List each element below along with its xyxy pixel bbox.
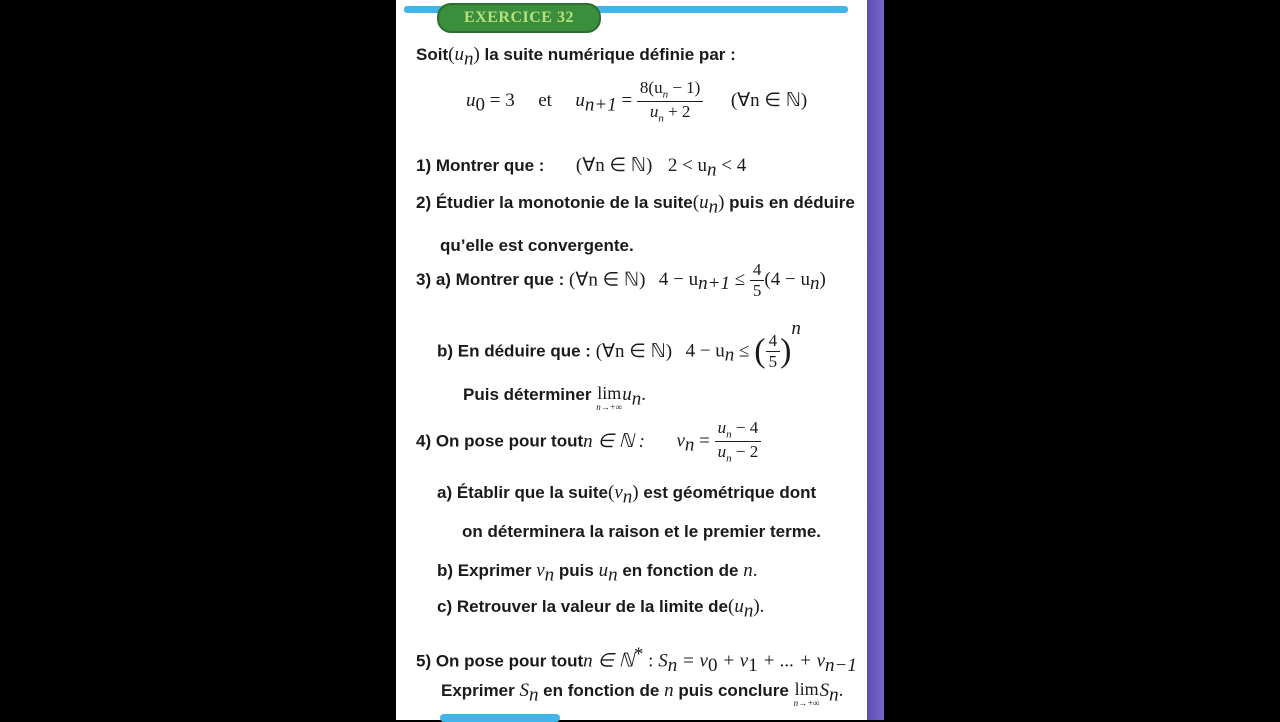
paren-open: ( <box>728 596 735 617</box>
q5-label: 5) On pose pour tout <box>416 651 584 671</box>
q5b-rest2: puis conclure <box>678 681 789 700</box>
period: . <box>759 596 765 617</box>
seq-index: n <box>708 196 719 218</box>
q5-s-index: n <box>667 655 678 677</box>
q3a-fraction <box>750 260 765 300</box>
q3b-paren-close: ) <box>780 332 792 370</box>
q5b-s-index: n <box>528 684 539 706</box>
q4c-text: c) Retrouver la valeur de la limite de <box>437 597 729 616</box>
lim-u: u <box>622 384 632 405</box>
q5b-n: n <box>664 680 674 701</box>
q4a-text: a) Établir que la suite <box>437 483 608 502</box>
paren-open: ( <box>448 44 455 65</box>
q3b-le: ≤ <box>734 340 755 362</box>
q5-star: * <box>633 644 644 665</box>
q4b-rest: en fonction de <box>622 561 739 580</box>
q1-ineq-index: n <box>707 159 717 181</box>
q5-sum-dots: + ... + v <box>757 650 826 672</box>
seq-symbol: u <box>734 596 744 617</box>
q3b-num: 4 <box>766 331 781 352</box>
seq-index: n <box>463 48 474 70</box>
q4b-v: v <box>536 560 545 581</box>
q2-text-end: puis en déduire <box>729 193 855 212</box>
q4b-u-index: n <box>608 564 618 586</box>
q3b-exponent: n <box>791 318 801 339</box>
num-end: − 1) <box>668 78 701 97</box>
q4-v: v <box>676 430 685 452</box>
q4a-text-end: est géométrique dont <box>643 483 817 502</box>
recurrence-fraction <box>637 78 703 125</box>
period: . <box>752 560 758 581</box>
q5b-s: S <box>519 680 529 701</box>
q4b-text: b) Exprimer <box>437 561 532 580</box>
q3b-paren-open: ( <box>754 332 766 370</box>
lim-word: lim <box>794 679 819 699</box>
limit-operator <box>596 384 622 412</box>
question-4a-line-1 <box>437 482 816 508</box>
q3a-num: 4 <box>750 260 765 281</box>
un1-symbol: u <box>575 90 585 112</box>
period: . <box>641 384 646 405</box>
intro-text: Soit <box>416 45 449 64</box>
un1-index: n+1 <box>584 94 617 116</box>
question-4 <box>416 418 761 465</box>
definition-line <box>466 78 807 125</box>
paren-open: ( <box>608 482 615 503</box>
q3b-fraction <box>766 331 781 371</box>
q5b-s2: S <box>819 680 830 701</box>
seq-index: n <box>622 486 633 508</box>
num-index: n <box>662 88 669 101</box>
lim-subscript: n→+∞ <box>596 402 623 412</box>
q3a-lhs-index: n+1 <box>698 272 730 294</box>
q4-num-u: u <box>717 418 727 437</box>
q3a-le: ≤ <box>729 269 750 291</box>
q1-label: 1) Montrer que : <box>416 156 545 175</box>
den-end: + 2 <box>663 102 691 122</box>
quantifier: (∀n ∈ ℕ) <box>730 90 808 112</box>
lim-word: lim <box>597 383 622 403</box>
q3a-rhs-end: ) <box>819 269 826 291</box>
q5-sum-v0: = v <box>677 650 708 672</box>
q5-v0-index: 0 <box>707 655 718 677</box>
q5-vlast-index: n−1 <box>825 655 857 677</box>
u0-symbol: u <box>466 90 476 112</box>
q3a-quantifier: (∀n ∈ ℕ) <box>569 269 646 291</box>
q5b-s2-index: n <box>829 684 839 706</box>
page-edge-strip <box>867 0 884 720</box>
seq-symbol: u <box>699 192 709 213</box>
footer-rule <box>440 714 560 722</box>
equals-sign: = <box>616 90 637 112</box>
q3b-lhs: 4 − u <box>685 340 725 362</box>
q4-condition: n ∈ ℕ : <box>583 431 645 453</box>
q3a-rhs-index: n <box>809 272 820 294</box>
q4-equals: = <box>694 430 715 452</box>
den-text: u <box>649 102 659 122</box>
question-5 <box>416 644 857 677</box>
question-1 <box>416 154 746 181</box>
period: . <box>838 680 844 701</box>
q4-v-index: n <box>684 434 695 456</box>
q3b-quantifier: (∀n ∈ ℕ) <box>595 341 673 363</box>
q1-ineq-b: < 4 <box>716 155 747 176</box>
q4b-v-index: n <box>544 564 555 586</box>
q4b-n: n <box>743 560 753 581</box>
seq-symbol: v <box>614 482 623 503</box>
q3b-lim-text: Puis déterminer <box>463 385 592 404</box>
q4-den-end: − 2 <box>731 442 759 462</box>
exercise-title: EXERCICE 32 <box>464 9 574 26</box>
question-5-line-2 <box>441 680 843 708</box>
u0-value: = 3 <box>485 90 515 112</box>
q4-num <box>715 418 762 442</box>
intro-line <box>416 44 736 70</box>
u0-index: 0 <box>475 94 485 116</box>
q5-colon: : <box>643 650 654 672</box>
question-4b <box>437 560 757 586</box>
question-4a-line-2 <box>462 522 821 542</box>
paren-open: ( <box>692 192 700 213</box>
question-3b <box>437 318 801 372</box>
q3b-lhs-index: n <box>724 344 735 366</box>
paren-close: ) <box>753 596 760 617</box>
et-word: et <box>538 90 552 112</box>
q1-ineq-a: 2 < u <box>667 155 708 176</box>
q4-den-u: u <box>717 442 727 462</box>
q3a-label: 3) a) Montrer que : <box>416 270 565 290</box>
q4-num-end: − 4 <box>731 418 759 437</box>
q4-den-index: n <box>726 452 732 465</box>
q2-text: 2) Étudier la monotonie de la suite <box>416 193 693 212</box>
question-4c <box>437 596 764 622</box>
intro-rest: la suite numérique définie par : <box>484 45 736 64</box>
paren-close: ) <box>473 44 480 65</box>
q4b-u: u <box>598 560 609 581</box>
q1-quantifier: (∀n ∈ ℕ) <box>575 155 653 176</box>
num-text: 8(u <box>639 78 663 97</box>
q3a-rhs: (4 − u <box>764 269 810 291</box>
limit-operator <box>794 680 820 708</box>
lim-subscript: n→+∞ <box>793 698 820 708</box>
question-2-line-2 <box>440 236 634 256</box>
paren-close: ) <box>632 482 639 503</box>
q4-num-index: n <box>726 428 732 441</box>
q5-s: S <box>658 650 668 672</box>
fraction-numerator <box>637 78 703 102</box>
q5-condition: n ∈ ℕ <box>583 650 634 672</box>
question-2-line-1 <box>416 192 855 218</box>
question-3a <box>416 260 826 300</box>
den-index: n <box>658 112 664 125</box>
q4a-text-line2: on déterminera la raison et le premier terme. <box>462 522 822 541</box>
q3a-lhs: 4 − u <box>658 269 699 291</box>
q4-den <box>715 442 762 465</box>
q5b-rest: en fonction de <box>543 681 660 700</box>
q4-label: 4) On pose pour tout <box>416 431 584 451</box>
q5-v1-index: 1 <box>748 655 758 677</box>
seq-symbol: u <box>454 44 464 65</box>
q5-sum-v1: + v <box>717 650 749 672</box>
lim-u-index: n <box>631 388 642 410</box>
q4b-puis: puis <box>558 561 594 580</box>
q3a-den: 5 <box>752 280 762 300</box>
fraction-denominator <box>637 102 703 125</box>
q2-text-line2: qu’elle est convergente. <box>440 236 634 255</box>
q3b-den: 5 <box>768 352 778 372</box>
q5b-text: Exprimer <box>441 681 515 700</box>
paren-close: ) <box>718 192 725 213</box>
question-3b-limit <box>463 384 646 412</box>
q4-fraction <box>715 418 762 465</box>
q3b-label: b) En déduire que : <box>437 341 591 361</box>
exercise-badge <box>437 3 601 33</box>
seq-index: n <box>743 600 754 622</box>
